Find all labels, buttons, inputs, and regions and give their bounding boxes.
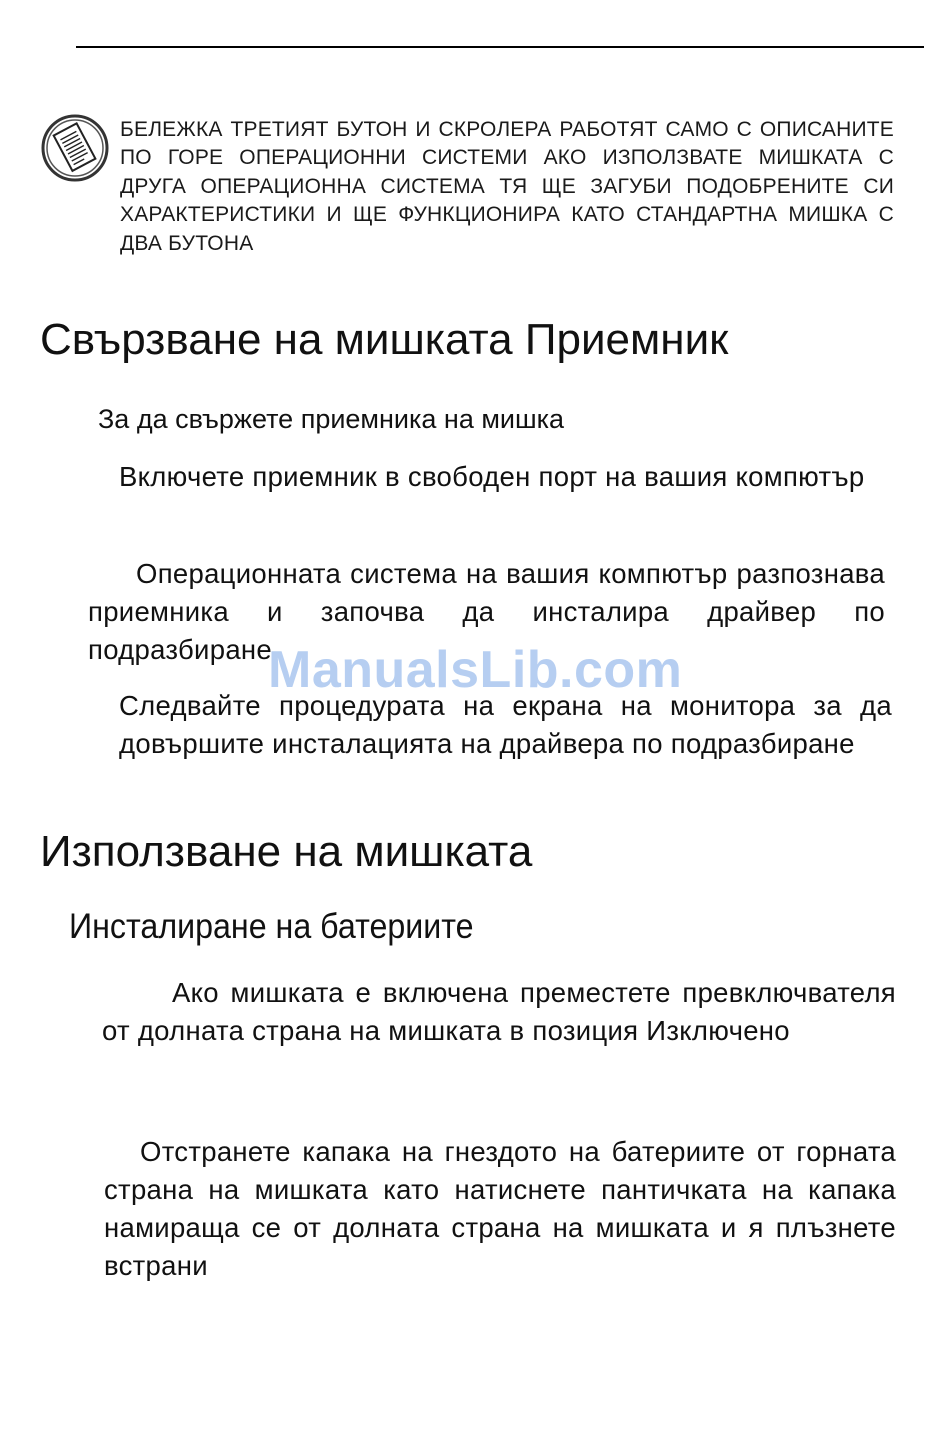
step-follow-procedure: Следвайте процедурата на екрана на монитора за да довършите инсталацията на драйвера по подразбиране (119, 690, 892, 759)
note-text: БЕЛЕЖКА ТРЕТИЯТ БУТОН И СКРОЛЕРА РАБОТЯТ САМО С ОПИСАНИТЕ ПО ГОРЕ ОПЕРАЦИОННИ СИСТЕМИ АКО ИЗПОЛЗВАТЕ МИШКАТА С ДРУГА ОПЕРАЦИОННА СИСТЕМА ТЯ ЩЕ ЗАГУБИ ПОДОБРЕНИТЕ СИ ХАРАКТЕРИСТИКИ И ЩЕ ФУНКЦИОНИРА КАТО СТАНДАРТНА МИШКА С ДВА БУТОНА (120, 118, 894, 255)
section-title-use: Използване на мишката (40, 827, 533, 876)
watermark: ManualsLib.com (268, 641, 683, 699)
subsection-title-batteries: Инсталиране на батериите (69, 907, 474, 946)
section-subtitle-connect: За да свържете приемника на мишка (98, 404, 565, 434)
note-paper-icon (40, 113, 110, 183)
step-os-recognizes: Операционната система на вашия компютър разпознава приемника и започва да инсталира драйвер по подразбиране (88, 558, 885, 665)
step-switch-off: Ако мишката е включена преместете превключвателя от долната страна на мишката в позиция Изключено (102, 977, 896, 1046)
step-plug-receiver: Включете приемник в свободен порт на вашия компютър (119, 461, 865, 492)
top-rule (76, 46, 924, 48)
section-title-connect: Свързване на мишката Приемник (40, 315, 729, 364)
step-remove-cover: Отстранете капака на гнездото на батериите от горната страна на мишката като натиснете пантичката на капака намираща се от долната страна на мишката и я плъзнете встрани (104, 1136, 896, 1281)
